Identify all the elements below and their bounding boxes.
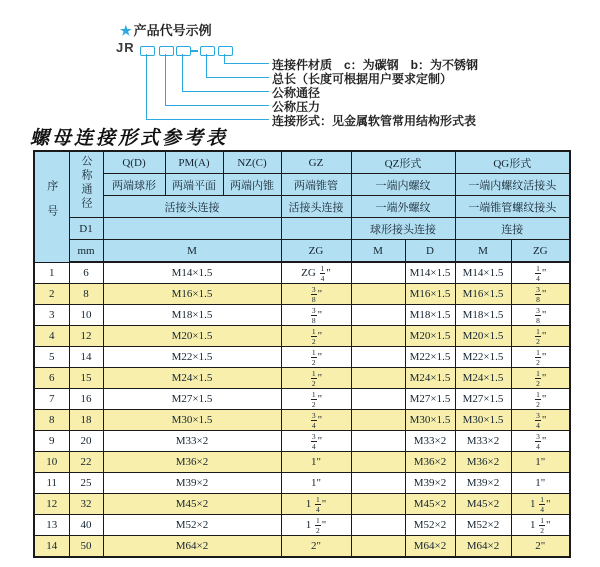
header-q-sub: 两端球形 bbox=[103, 174, 165, 196]
cell-qz-m bbox=[351, 368, 405, 389]
cell-qz-m bbox=[351, 347, 405, 368]
cell-gz-zg: $\frac{1}{2}$ " bbox=[281, 326, 351, 347]
cell-dn: 10 bbox=[69, 305, 103, 326]
header-qg-zg: ZG bbox=[511, 240, 570, 263]
cell-qg-zg: $\frac{3}{4}$ " bbox=[511, 431, 570, 452]
cell-dn: 15 bbox=[69, 368, 103, 389]
cell-qz-m bbox=[351, 305, 405, 326]
cell-qz-d: M45×2 bbox=[405, 494, 455, 515]
cell-qz-m bbox=[351, 494, 405, 515]
table-header bbox=[34, 151, 570, 262]
cell-seq: 8 bbox=[34, 410, 69, 431]
header-zg-gz: ZG bbox=[281, 240, 351, 263]
header-qg-row2: 一端内螺纹活接头 bbox=[455, 174, 570, 196]
cell-qg-zg: $\frac{1}{2}$ " bbox=[511, 347, 570, 368]
table-row bbox=[34, 494, 570, 515]
cell-m: M36×2 bbox=[103, 452, 281, 473]
cell-dn: 25 bbox=[69, 473, 103, 494]
cell-seq: 3 bbox=[34, 305, 69, 326]
cell-qz-d: M24×1.5 bbox=[405, 368, 455, 389]
cell-qz-d: M27×1.5 bbox=[405, 389, 455, 410]
cell-qg-zg: 1 $\frac{1}{2}$ " bbox=[511, 515, 570, 536]
table-row bbox=[34, 305, 570, 326]
cell-dn: 40 bbox=[69, 515, 103, 536]
table-title: 螺母连接形式参考表 bbox=[30, 128, 229, 149]
header-qz-m: M bbox=[351, 240, 405, 263]
header-q: Q(D) bbox=[103, 151, 165, 174]
cell-qz-m bbox=[351, 389, 405, 410]
header-nz: NZ(C) bbox=[223, 151, 281, 174]
header-nz-sub: 两端内锥 bbox=[223, 174, 281, 196]
cell-gz-zg: 2" bbox=[281, 536, 351, 558]
cell-seq: 11 bbox=[34, 473, 69, 494]
code-prefix: JR bbox=[116, 40, 135, 55]
cell-qz-d: M22×1.5 bbox=[405, 347, 455, 368]
cell-gz-zg: $\frac{3}{8}$ " bbox=[281, 284, 351, 305]
cell-qg-zg: 2" bbox=[511, 536, 570, 558]
cell-qz-m bbox=[351, 262, 405, 284]
cell-gz-zg: $\frac{1}{2}$ " bbox=[281, 347, 351, 368]
header-qz-row3: 一端外螺纹 bbox=[351, 196, 455, 218]
cell-m: M52×2 bbox=[103, 515, 281, 536]
cell-qg-m: M27×1.5 bbox=[455, 389, 511, 410]
cell-m: M22×1.5 bbox=[103, 347, 281, 368]
header-qz-row2: 一端内螺纹 bbox=[351, 174, 455, 196]
table-row bbox=[34, 473, 570, 494]
cell-m: M16×1.5 bbox=[103, 284, 281, 305]
cell-qg-zg: $\frac{3}{8}$ " bbox=[511, 284, 570, 305]
cell-qg-m: M39×2 bbox=[455, 473, 511, 494]
header-qg-m: M bbox=[455, 240, 511, 263]
cell-gz-zg: 1" bbox=[281, 473, 351, 494]
cell-seq: 2 bbox=[34, 284, 69, 305]
diagram-heading bbox=[120, 20, 212, 39]
table-row bbox=[34, 389, 570, 410]
header-m-left: M bbox=[103, 240, 281, 263]
cell-qg-m: M33×2 bbox=[455, 431, 511, 452]
header-gz-sub: 两端锥管 bbox=[281, 174, 351, 196]
cell-qg-m: M45×2 bbox=[455, 494, 511, 515]
header-qz-d: D bbox=[405, 240, 455, 263]
cell-seq: 7 bbox=[34, 389, 69, 410]
cell-m: M30×1.5 bbox=[103, 410, 281, 431]
cell-qz-m bbox=[351, 536, 405, 558]
cell-m: M64×2 bbox=[103, 536, 281, 558]
cell-dn: 8 bbox=[69, 284, 103, 305]
cell-qg-m: M24×1.5 bbox=[455, 368, 511, 389]
header-mm: mm bbox=[69, 240, 103, 263]
cell-gz-zg: 1" bbox=[281, 452, 351, 473]
cell-qg-m: M22×1.5 bbox=[455, 347, 511, 368]
cell-gz-zg: 1 $\frac{1}{2}$ " bbox=[281, 515, 351, 536]
cell-dn: 32 bbox=[69, 494, 103, 515]
cell-seq: 5 bbox=[34, 347, 69, 368]
cell-qg-zg: 1" bbox=[511, 473, 570, 494]
cell-gz-zg: ZG $\frac{1}{4}$ " bbox=[281, 262, 351, 284]
cell-qg-zg: 1" bbox=[511, 452, 570, 473]
cell-seq: 14 bbox=[34, 536, 69, 558]
cell-seq: 6 bbox=[34, 368, 69, 389]
cell-m: M33×2 bbox=[103, 431, 281, 452]
table-row bbox=[34, 431, 570, 452]
cell-dn: 22 bbox=[69, 452, 103, 473]
cell-qz-d: M64×2 bbox=[405, 536, 455, 558]
header-pm-sub: 两端平面 bbox=[165, 174, 223, 196]
header-gz-union-joint: 活接头连接 bbox=[281, 196, 351, 218]
cell-m: M14×1.5 bbox=[103, 262, 281, 284]
table-row bbox=[34, 536, 570, 558]
table-row bbox=[34, 410, 570, 431]
cell-dn: 14 bbox=[69, 347, 103, 368]
cell-qz-d: M36×2 bbox=[405, 452, 455, 473]
header-qg-row4: 连接 bbox=[455, 218, 570, 240]
cell-qg-zg: $\frac{1}{2}$ " bbox=[511, 326, 570, 347]
cell-m: M27×1.5 bbox=[103, 389, 281, 410]
header-gz: GZ bbox=[281, 151, 351, 174]
cell-seq: 9 bbox=[34, 431, 69, 452]
cell-qz-d: M14×1.5 bbox=[405, 262, 455, 284]
cell-qz-d: M52×2 bbox=[405, 515, 455, 536]
diagram-heading-text: 产品代号示例 bbox=[133, 23, 212, 38]
cell-gz-zg: $\frac{1}{2}$ " bbox=[281, 389, 351, 410]
cell-seq: 13 bbox=[34, 515, 69, 536]
nut-connection-reference-table bbox=[33, 150, 571, 558]
header-d1: D1 bbox=[69, 218, 103, 240]
header-qz-row4: 球形接头连接 bbox=[351, 218, 455, 240]
header-qg-row3: 一端锥管螺纹接头 bbox=[455, 196, 570, 218]
cell-dn: 6 bbox=[69, 262, 103, 284]
cell-qz-d: M20×1.5 bbox=[405, 326, 455, 347]
table-row bbox=[34, 262, 570, 284]
cell-qg-zg: $\frac{3}{8}$ " bbox=[511, 305, 570, 326]
cell-m: M24×1.5 bbox=[103, 368, 281, 389]
diagram-label-connection: 连接形式：见金属软管常用结构形式表 bbox=[272, 114, 477, 128]
cell-qz-d: M33×2 bbox=[405, 431, 455, 452]
cell-dn: 20 bbox=[69, 431, 103, 452]
header-qg: QG形式 bbox=[455, 151, 570, 174]
connector-line-5 bbox=[224, 54, 269, 64]
cell-qg-m: M36×2 bbox=[455, 452, 511, 473]
diagram-label-pressure: 公称压力 bbox=[272, 100, 321, 114]
cell-qz-m bbox=[351, 431, 405, 452]
cell-m: M18×1.5 bbox=[103, 305, 281, 326]
header-blank-gz bbox=[281, 218, 351, 240]
cell-qz-m bbox=[351, 326, 405, 347]
cell-qg-zg: $\frac{1}{2}$ " bbox=[511, 389, 570, 410]
cell-qz-d: M18×1.5 bbox=[405, 305, 455, 326]
cell-seq: 4 bbox=[34, 326, 69, 347]
cell-dn: 50 bbox=[69, 536, 103, 558]
cell-qg-m: M64×2 bbox=[455, 536, 511, 558]
table-row bbox=[34, 368, 570, 389]
cell-qz-m bbox=[351, 410, 405, 431]
header-blank-left bbox=[103, 218, 281, 240]
header-bore: 公称通径 bbox=[69, 151, 103, 218]
cell-dn: 16 bbox=[69, 389, 103, 410]
header-qz: QZ形式 bbox=[351, 151, 455, 174]
diagram-label-length: 总长（长度可根据用户要求定制） bbox=[272, 72, 453, 86]
cell-gz-zg: $\frac{3}{4}$ " bbox=[281, 410, 351, 431]
cell-qg-m: M14×1.5 bbox=[455, 262, 511, 284]
cell-m: M20×1.5 bbox=[103, 326, 281, 347]
cell-qg-zg: $\frac{1}{2}$ " bbox=[511, 368, 570, 389]
cell-qz-d: M30×1.5 bbox=[405, 410, 455, 431]
header-union-joint: 活接头连接 bbox=[103, 196, 281, 218]
cell-qg-zg: $\frac{3}{4}$ " bbox=[511, 410, 570, 431]
cell-qg-zg: $\frac{1}{4}$ " bbox=[511, 262, 570, 284]
cell-gz-zg: $\frac{1}{2}$ " bbox=[281, 368, 351, 389]
cell-seq: 10 bbox=[34, 452, 69, 473]
table-row bbox=[34, 452, 570, 473]
cell-dn: 12 bbox=[69, 326, 103, 347]
header-seq: 序号 bbox=[34, 151, 69, 262]
cell-qz-m bbox=[351, 473, 405, 494]
table-row bbox=[34, 284, 570, 305]
table-row bbox=[34, 326, 570, 347]
cell-qg-m: M30×1.5 bbox=[455, 410, 511, 431]
table-body bbox=[34, 262, 570, 557]
table-row bbox=[34, 515, 570, 536]
cell-dn: 18 bbox=[69, 410, 103, 431]
cell-qz-m bbox=[351, 452, 405, 473]
cell-m: M39×2 bbox=[103, 473, 281, 494]
diagram-label-material: 连接件材质 c：为碳钢 b：为不锈钢 bbox=[272, 58, 479, 72]
cell-gz-zg: $\frac{3}{4}$ " bbox=[281, 431, 351, 452]
cell-qg-m: M52×2 bbox=[455, 515, 511, 536]
cell-m: M45×2 bbox=[103, 494, 281, 515]
header-pm: PM(A) bbox=[165, 151, 223, 174]
cell-qz-m bbox=[351, 515, 405, 536]
cell-seq: 12 bbox=[34, 494, 69, 515]
cell-qz-m bbox=[351, 284, 405, 305]
cell-qg-m: M18×1.5 bbox=[455, 305, 511, 326]
cell-gz-zg: 1 $\frac{1}{4}$ " bbox=[281, 494, 351, 515]
star-icon: ★ bbox=[120, 23, 132, 38]
table-row bbox=[34, 347, 570, 368]
diagram-label-bore: 公称通径 bbox=[272, 86, 321, 100]
cell-gz-zg: $\frac{3}{8}$ " bbox=[281, 305, 351, 326]
cell-qg-zg: 1 $\frac{1}{4}$ " bbox=[511, 494, 570, 515]
cell-seq: 1 bbox=[34, 262, 69, 284]
cell-qg-m: M20×1.5 bbox=[455, 326, 511, 347]
cell-qz-d: M16×1.5 bbox=[405, 284, 455, 305]
code-dash bbox=[190, 50, 198, 52]
cell-qg-m: M16×1.5 bbox=[455, 284, 511, 305]
cell-qz-d: M39×2 bbox=[405, 473, 455, 494]
